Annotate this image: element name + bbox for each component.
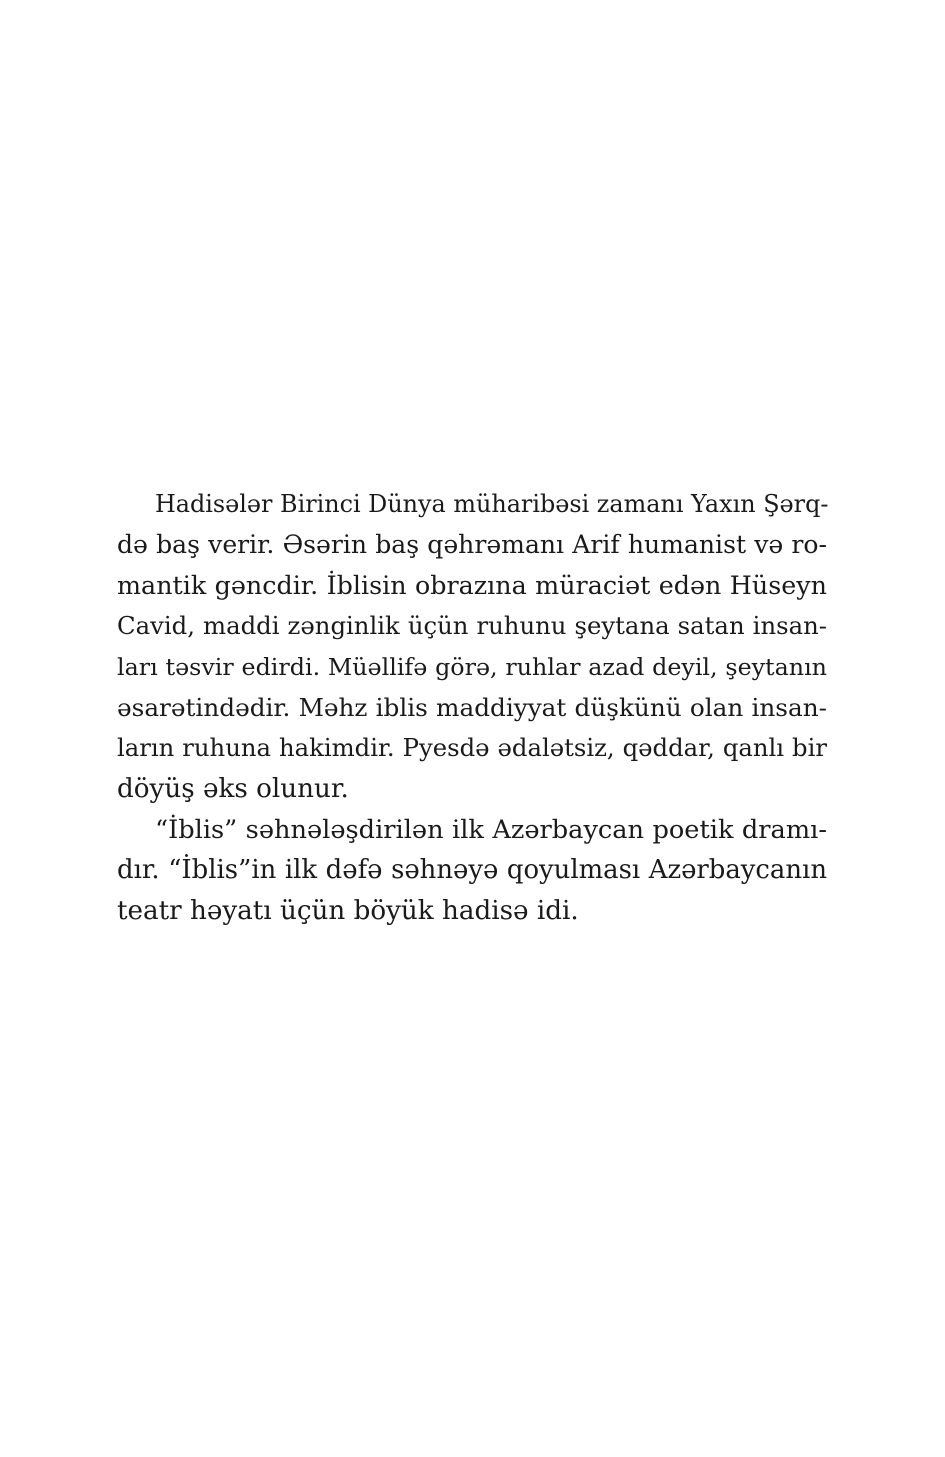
- text-line: ların ruhuna hakimdir. Pyesdə ədalətsiz, qəddar, qanlı bir: [117, 733, 827, 763]
- paragraph-2: [117, 810, 827, 932]
- text-line: də baş verir. Əsərin baş qəhrəmanı Arif humanist və ro-: [117, 529, 827, 559]
- text-line: teatr həyatı üçün böyük hadisə idi.: [117, 896, 579, 927]
- paragraph-1: [117, 484, 827, 810]
- text-line: döyüş əks olunur.: [117, 773, 349, 804]
- text-line: əsarətindədir. Məhz iblis maddiyyat düşkünü olan insan-: [117, 692, 827, 722]
- text-line: “İblis” səhnələşdirilən ilk Azərbaycan poetik dramı-: [155, 814, 827, 845]
- text-line: Cavid, maddi zənginlik üçün ruhunu şeytana satan insan-: [117, 611, 827, 641]
- text-line: Hadisələr Birinci Dünya müharibəsi zamanı Yaxın Şərq-: [155, 490, 829, 518]
- text-line: mantik gəncdir. İblisin obrazına müraciət edən Hüseyn: [117, 570, 827, 601]
- text-line: ları təsvir edirdi. Müəllifə görə, ruhlar azad deyil, şeytanın: [117, 652, 827, 681]
- text-line: dır. “İblis”in ilk dəfə səhnəyə qoyulması Azərbaycanın: [117, 855, 827, 886]
- body-text: [117, 484, 827, 932]
